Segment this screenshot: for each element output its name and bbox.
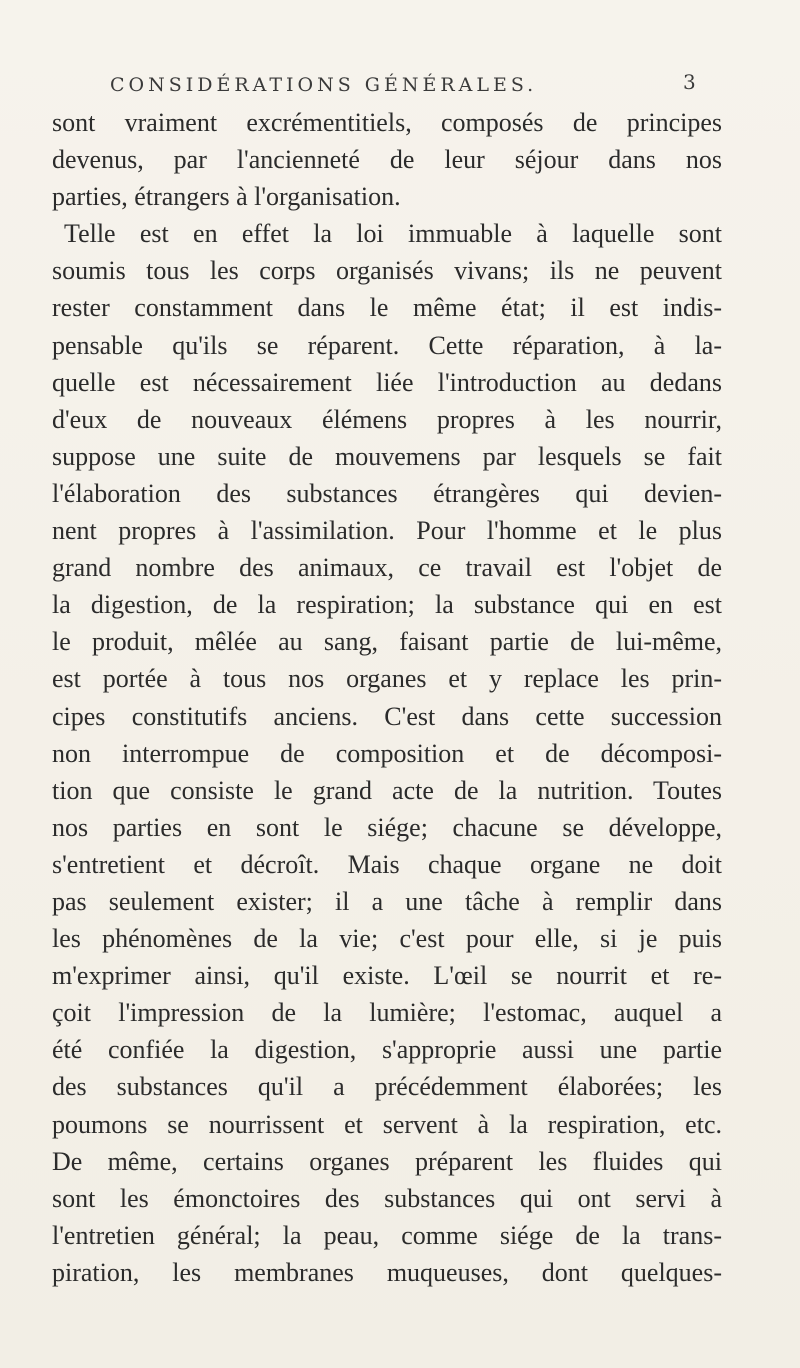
text-line: les phénomènes de la vie; c'est pour elle, si je puis <box>52 924 722 954</box>
text-line: pas seulement exister; il a une tâche à remplir dans <box>52 886 722 916</box>
text-line: pensable qu'ils se réparent. Cette réparation, à la- <box>52 330 722 360</box>
text-line: sont les émonctoires des substances qui ont servi à <box>52 1183 722 1213</box>
text-line: sont vraiment excrémentitiels, composés de principes <box>52 108 722 137</box>
text-line: çoit l'impression de la lumière; l'estomac, auquel a <box>52 998 722 1028</box>
page-number: 3 <box>683 70 696 94</box>
text-line: suppose une suite de mouvemens par lesquels se fait <box>52 441 722 471</box>
text-line: d'eux de nouveaux élémens propres à les nourrir, <box>52 404 722 434</box>
text-line: le produit, mêlée au sang, faisant partie de lui-même, <box>52 627 722 657</box>
text-line: est portée à tous nos organes et y replace les prin- <box>52 664 722 694</box>
text-line: parties, étrangers à l'organisation. <box>52 182 401 212</box>
text-line: non interrompue de composition et de décomposi- <box>52 738 722 768</box>
text-line: rester constamment dans le même état; il est indis- <box>52 293 722 323</box>
body-text <box>52 104 722 1291</box>
text-line: des substances qu'il a précédemment élaborées; les <box>52 1072 722 1102</box>
text-line: l'entretien général; la peau, comme siége de la trans- <box>52 1220 722 1250</box>
running-head: CONSIDÉRATIONS GÉNÉRALES. <box>110 74 538 96</box>
text-line: été confiée la digestion, s'approprie aussi une partie <box>52 1035 722 1065</box>
text-line: nos parties en sont le siége; chacune se développe, <box>52 812 722 842</box>
text-line: grand nombre des animaux, ce travail est l'objet de <box>52 553 722 583</box>
text-line: De même, certains organes préparent les fluides qui <box>52 1146 722 1176</box>
text-line: nent propres à l'assimilation. Pour l'homme et le plus <box>52 516 722 546</box>
text-line: la digestion, de la respiration; la substance qui en est <box>52 590 722 620</box>
text-line: devenus, par l'ancienneté de leur séjour dans nos <box>52 145 722 175</box>
text-line: Telle est en effet la loi immuable à laquelle sont <box>64 219 722 249</box>
text-line: m'exprimer ainsi, qu'il existe. L'œil se nourrit et re- <box>52 961 722 991</box>
text-line: soumis tous les corps organisés vivans; ils ne peuvent <box>52 256 722 286</box>
text-line: cipes constitutifs anciens. C'est dans cette succession <box>52 701 722 731</box>
text-line: quelle est nécessairement liée l'introduction au dedans <box>52 367 722 397</box>
text-line: poumons se nourrissent et servent à la respiration, etc. <box>52 1109 722 1139</box>
text-line: s'entretient et décroît. Mais chaque organe ne doit <box>52 849 722 879</box>
text-line: piration, les membranes muqueuses, dont quelques- <box>52 1257 722 1287</box>
text-line: l'élaboration des substances étrangères qui devien- <box>52 478 722 508</box>
text-line: tion que consiste le grand acte de la nutrition. Toutes <box>52 775 722 805</box>
